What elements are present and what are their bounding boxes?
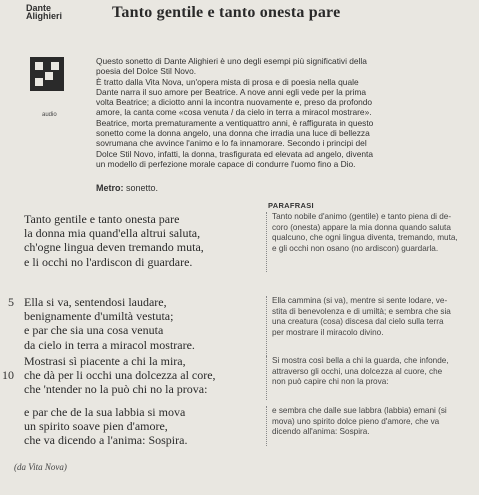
intro-text: Questo sonetto di Dante Alighieri è uno degli esempi più significativi della poesia del Dolce Stil Novo. È tratto dalla Vita Nova, un'opera mista di prosa e di poesia nella quale Dante narra il suo amore per Beatrice. A nove anni egli vede per la prima volta Beatrice; a diciotto anni la incontra nuovamente e, preso da profondo amore, la canta come «cosa venuta / da cielo in terra a miracol mostrare». Beatrice, morta prematuramente a ventiquattro anni, è raffigurata in questo sonetto come la donna angelo, una donna che irradia una luce di bellezza sovrumana che avvince l'animo e lo fa innamorare. Secondo i principi del Dolce Stil Novo, infatti, la donna, trasfigurata ed elevata ad angelo, diventa un modello di perfezione morale capace di condurre l'uomo fino a Dio. <box>96 56 374 169</box>
line-number-10: 10 <box>2 368 14 382</box>
qr-code-icon[interactable] <box>30 57 64 91</box>
divider-3 <box>266 356 268 400</box>
metro-line <box>96 183 158 193</box>
divider-1 <box>266 212 268 272</box>
poem-stanza-2: Ella si va, sentendosi laudare, benignamente d'umiltà vestuta; e par che sia una cosa venuta da cielo in terra a miracol mostrare. <box>24 295 195 352</box>
line-number-5: 5 <box>8 295 14 309</box>
paraphrase-stanza-3: Si mostra così bella a chi la guarda, che infonde, attraverso gli occhi, una dolcezza al cuore, che non può capire chi non la prova: <box>272 356 449 386</box>
paraphrase-stanza-2: Ella cammina (si va), mentre si sente lodare, ve- stita di benevolenza e di umiltà; e sembra che sia una creatura (cosa) discesa dal cielo sulla terra per mostrare il miracolo divino. <box>272 296 451 337</box>
divider-2 <box>266 296 268 356</box>
audio-label[interactable]: audio <box>42 112 57 118</box>
source-note: (da Vita Nova) <box>14 462 67 472</box>
paraphrase-stanza-1: Tanto nobile d'animo (gentile) e tanto piena di de- coro (onesta) appare la mia donna quando saluta qualcuno, che ogni lingua diventa, tremando, muta, e gli occhi non osano (no ardiscon) guardarla. <box>272 212 458 253</box>
divider-4 <box>266 406 268 446</box>
poem-stanza-3: Mostrasi sì piacente a chi la mira, che dà per li occhi una dolcezza al core, che 'ntender no la può chi no la prova: <box>24 354 216 397</box>
parafrasi-heading: PARAFRASI <box>268 201 314 210</box>
poem-stanza-1: Tanto gentile e tanto onesta pare la donna mia quand'ella altrui saluta, ch'ogne lingua deven tremando muta, e li occhi no l'ardiscon di guardare. <box>24 212 204 269</box>
page-title: Tanto gentile e tanto onesta pare <box>112 4 341 21</box>
metro-value: sonetto. <box>126 183 159 193</box>
paraphrase-stanza-4: e sembra che dalle sue labbra (labbia) emani (si mova) uno spirito dolce pieno d'amore, che va dicendo all'anima: Sospira. <box>272 406 447 436</box>
metro-label: Metro: <box>96 183 124 193</box>
poem-stanza-4: e par che de la sua labbia si mova un spirito soave pien d'amore, che va dicendo a l'anima: Sospira. <box>24 405 188 448</box>
author-name: Dante Alighieri <box>26 3 63 21</box>
